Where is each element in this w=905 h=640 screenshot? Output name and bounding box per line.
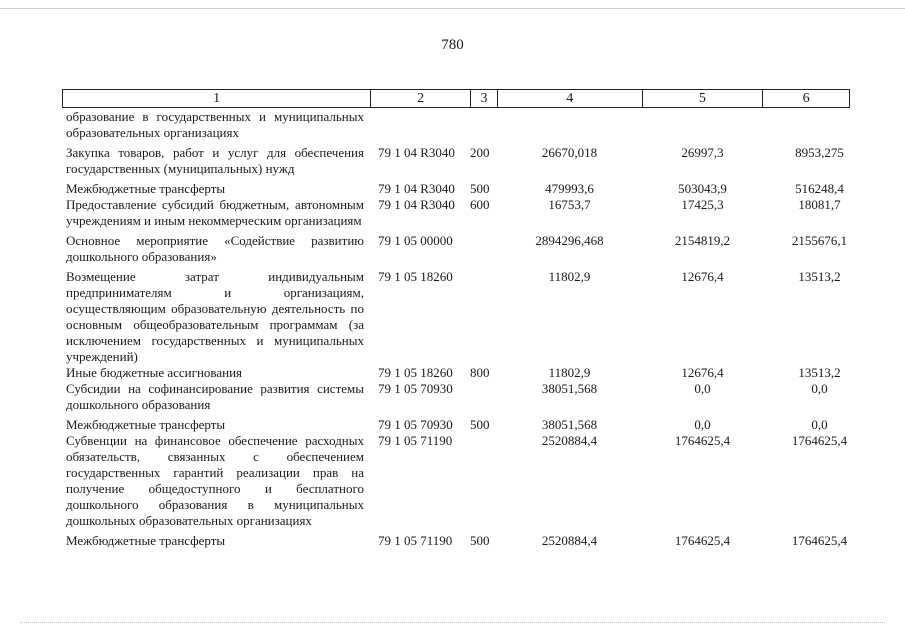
row-code: 79 1 05 70930 [378, 381, 453, 396]
page-edge [0, 8, 905, 9]
row-code: 79 1 04 R3040 [378, 181, 455, 196]
row-value-5: 503043,9 [678, 181, 727, 196]
table-row [62, 233, 850, 265]
row-expense-type [470, 381, 497, 413]
header-col-4: 4 [497, 90, 642, 107]
row-value-4: 38051,568 [541, 381, 598, 396]
header-col-3: 3 [470, 90, 497, 107]
row-expense-type: 500 [470, 417, 490, 432]
row-description: Межбюджетные трансферты [66, 417, 226, 432]
table-row [62, 145, 850, 177]
row-code: 79 1 05 18260 [378, 269, 453, 284]
row-value-6: 18081,7 [798, 197, 841, 212]
row-value-4: 38051,568 [541, 417, 598, 432]
row-value-6: 516248,4 [795, 181, 844, 196]
table-row [62, 269, 850, 365]
row-value-5: 1764625,4 [674, 433, 731, 448]
header-col-1: 1 [213, 91, 221, 106]
row-value-5: 12676,4 [681, 269, 724, 284]
table-body [62, 109, 850, 549]
row-value-4: 16753,7 [548, 197, 591, 212]
row-expense-type: 800 [470, 365, 490, 380]
row-code: 79 1 05 18260 [378, 365, 453, 380]
row-value-6: 0,0 [811, 381, 828, 396]
row-value-5: 1764625,4 [674, 533, 731, 548]
row-value-4 [497, 109, 642, 141]
row-description: Межбюджетные трансферты [66, 533, 226, 548]
header-col-5: 5 [642, 90, 763, 107]
row-description: Закупка товаров, работ и услуг для обеспечения государственных (муниципальных) нужд [66, 145, 364, 176]
row-value-5: 12676,4 [681, 365, 724, 380]
row-value-4: 2520884,4 [541, 533, 598, 548]
row-expense-type [470, 433, 497, 529]
table-row [62, 181, 850, 197]
row-value-4: 2520884,4 [541, 433, 598, 448]
row-description: Предоставление субсидий бюджетным, автономным учреждениям и иным некоммерческим организациям [66, 197, 364, 228]
row-code: 79 1 05 71190 [378, 533, 453, 548]
row-value-6: 2155676,1 [791, 233, 848, 248]
row-value-4: 2894296,468 [535, 233, 604, 248]
row-description: Возмещение затрат индивидуальным предпринимателям и организациям, осуществляющим образовательную деятельность по основным общеобразовательным программам (за исключением государственных и муниципальных учреждений) [66, 269, 364, 364]
row-value-4: 11802,9 [548, 365, 591, 380]
row-value-6: 13513,2 [798, 365, 841, 380]
row-value-5: 0,0 [694, 417, 711, 432]
table-row [62, 381, 850, 413]
row-description: Иные бюджетные ассигнования [66, 365, 243, 380]
row-value-4: 479993,6 [545, 181, 594, 196]
table-header [62, 89, 850, 108]
row-code: 79 1 05 71190 [378, 433, 453, 448]
row-value-6: 1764625,4 [791, 433, 848, 448]
row-description: образование в государственных и муниципальных образовательных организациях [66, 109, 364, 140]
header-col-6: 6 [762, 90, 849, 107]
row-code [370, 109, 470, 141]
table-row [62, 433, 850, 529]
row-expense-type: 200 [470, 145, 490, 160]
row-code: 79 1 05 70930 [378, 417, 453, 432]
row-value-4: 26670,018 [541, 145, 598, 160]
row-expense-type [470, 109, 497, 141]
row-description: Субсидии на софинансирование развития системы дошкольного образования [66, 381, 364, 412]
page-number: 780 [441, 37, 464, 53]
row-value-5: 2154819,2 [674, 233, 731, 248]
row-value-6: 0,0 [811, 417, 828, 432]
table-row [62, 533, 850, 549]
row-expense-type [470, 233, 497, 265]
row-value-6: 13513,2 [798, 269, 841, 284]
row-value-5: 26997,3 [681, 145, 724, 160]
page-edge-bottom [20, 622, 885, 623]
table-row [62, 197, 850, 229]
row-value-4: 11802,9 [548, 269, 591, 284]
row-description: Основное мероприятие «Содействие развитию дошкольного образования» [66, 233, 364, 264]
row-value-6: 8953,275 [795, 145, 844, 160]
header-col-2: 2 [370, 90, 470, 107]
table-row [62, 365, 850, 381]
row-expense-type: 600 [470, 197, 490, 212]
row-description: Межбюджетные трансферты [66, 181, 226, 196]
row-code: 79 1 04 R3040 [378, 197, 455, 212]
row-expense-type [470, 269, 497, 365]
row-value-6: 1764625,4 [791, 533, 848, 548]
row-expense-type: 500 [470, 181, 490, 196]
row-expense-type: 500 [470, 533, 490, 548]
row-code: 79 1 04 R3040 [378, 145, 455, 160]
table-row [62, 417, 850, 433]
row-value-5: 17425,3 [681, 197, 724, 212]
row-value-5 [642, 109, 763, 141]
row-value-5: 0,0 [694, 381, 711, 396]
row-code: 79 1 05 00000 [378, 233, 453, 248]
table-row [62, 109, 850, 141]
row-description: Субвенции на финансовое обеспечение расходных обязательств, связанных с обеспечением государственных гарантий реализации прав на получение общедоступного и бесплатного дошкольного образования в муниципальных дошкольных образовательных организациях [66, 433, 364, 528]
